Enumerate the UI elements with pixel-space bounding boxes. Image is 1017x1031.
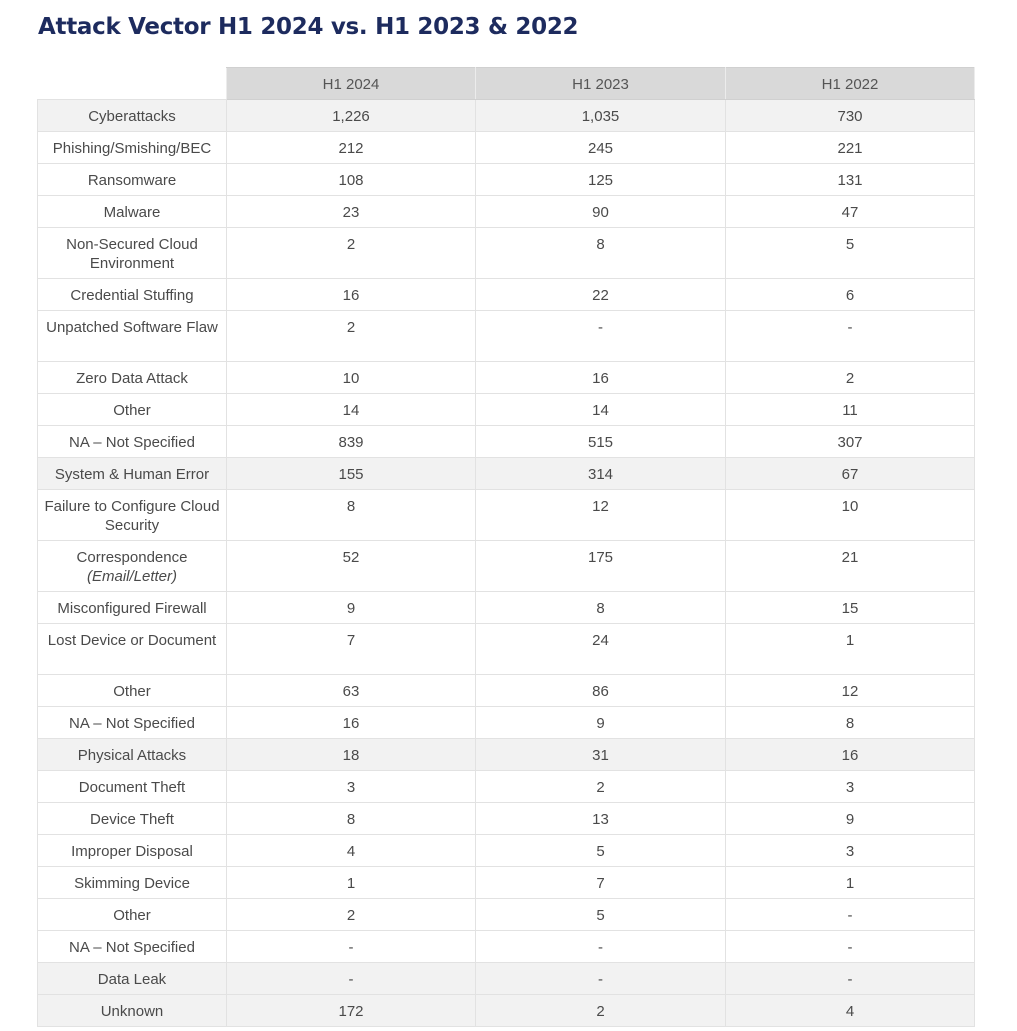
table-row [38, 624, 975, 675]
value-cell: 1 [227, 867, 476, 899]
table-body [38, 100, 975, 1027]
table-row [38, 803, 975, 835]
value-cell: 63 [227, 675, 476, 707]
value-cell: 10 [227, 362, 476, 394]
row-label-cell [38, 963, 227, 995]
value-cell: 16 [227, 707, 476, 739]
row-label-cell [38, 592, 227, 624]
value-cell: - [726, 311, 975, 362]
value-cell: 155 [227, 458, 476, 490]
value-cell: - [476, 963, 726, 995]
value-cell: 7 [476, 867, 726, 899]
value-cell: 47 [726, 196, 975, 228]
table-corner-cell [38, 68, 227, 100]
table-row [38, 899, 975, 931]
row-label: Phishing/Smishing/BEC [52, 140, 212, 157]
table-row [38, 426, 975, 458]
table-row [38, 931, 975, 963]
row-label: Non-Secured Cloud Environment [66, 236, 198, 272]
row-label-cell [38, 835, 227, 867]
value-cell: 4 [726, 995, 975, 1027]
value-cell: 6 [726, 279, 975, 311]
value-cell: 8 [476, 592, 726, 624]
value-cell: 314 [476, 458, 726, 490]
row-label: NA – Not Specified [69, 715, 195, 732]
row-label: Improper Disposal [71, 843, 193, 860]
row-label: Failure to Configure Cloud Security [44, 498, 220, 534]
column-header: H1 2022 [726, 68, 975, 100]
row-label-cell [38, 995, 227, 1027]
row-label-cell [38, 541, 227, 592]
value-cell: 172 [227, 995, 476, 1027]
row-label-cell [38, 362, 227, 394]
table-row [38, 490, 975, 541]
value-cell: 31 [476, 739, 726, 771]
value-cell: 2 [227, 228, 476, 279]
value-cell: 12 [476, 490, 726, 541]
table-row [38, 279, 975, 311]
row-label: Lost Device or Document [47, 632, 217, 649]
row-label-cell [38, 100, 227, 132]
row-label: Zero Data Attack [76, 370, 188, 387]
value-cell: - [726, 931, 975, 963]
value-cell: 21 [726, 541, 975, 592]
value-cell: 67 [726, 458, 975, 490]
value-cell: 108 [227, 164, 476, 196]
value-cell: 8 [726, 707, 975, 739]
category-row [38, 739, 975, 771]
value-cell: 52 [227, 541, 476, 592]
column-header: H1 2023 [476, 68, 726, 100]
value-cell: 1,226 [227, 100, 476, 132]
value-cell: 14 [476, 394, 726, 426]
column-header: H1 2024 [227, 68, 476, 100]
value-cell: 1,035 [476, 100, 726, 132]
value-cell: - [227, 931, 476, 963]
row-label-cell [38, 675, 227, 707]
value-cell: - [227, 963, 476, 995]
row-label-cell [38, 739, 227, 771]
value-cell: 16 [476, 362, 726, 394]
value-cell: 5 [476, 835, 726, 867]
table-row [38, 196, 975, 228]
row-label-cell [38, 394, 227, 426]
value-cell: 3 [227, 771, 476, 803]
row-label-cell [38, 164, 227, 196]
row-label-cell [38, 867, 227, 899]
table-row [38, 362, 975, 394]
value-cell: 12 [726, 675, 975, 707]
value-cell: 2 [227, 311, 476, 362]
value-cell: 23 [227, 196, 476, 228]
value-cell: 515 [476, 426, 726, 458]
value-cell: 839 [227, 426, 476, 458]
row-label-cell [38, 490, 227, 541]
value-cell: 14 [227, 394, 476, 426]
row-label-cell [38, 279, 227, 311]
row-label: Credential Stuffing [70, 287, 194, 304]
value-cell: 8 [227, 490, 476, 541]
row-label-cell [38, 771, 227, 803]
table-row [38, 707, 975, 739]
value-cell: 1 [726, 867, 975, 899]
table-row [38, 675, 975, 707]
value-cell: 730 [726, 100, 975, 132]
value-cell: 15 [726, 592, 975, 624]
row-label: Misconfigured Firewall [57, 600, 207, 617]
value-cell: 22 [476, 279, 726, 311]
row-label-cell [38, 426, 227, 458]
value-cell: 86 [476, 675, 726, 707]
value-cell: 245 [476, 132, 726, 164]
row-label: Unpatched Software Flaw [46, 319, 218, 336]
row-label-cell [38, 624, 227, 675]
value-cell: 2 [227, 899, 476, 931]
table-row [38, 228, 975, 279]
attack-vector-table [37, 67, 975, 1027]
row-label: Correspondence [76, 549, 188, 566]
value-cell: 11 [726, 394, 975, 426]
row-label-cell [38, 132, 227, 164]
value-cell: 1 [726, 624, 975, 675]
row-label: Physical Attacks [77, 747, 187, 764]
row-label: Other [113, 907, 151, 924]
value-cell: 16 [726, 739, 975, 771]
category-row [38, 100, 975, 132]
value-cell: 175 [476, 541, 726, 592]
value-cell: - [726, 899, 975, 931]
row-label-cell [38, 931, 227, 963]
row-label-note: (Email/Letter) [86, 568, 178, 585]
value-cell: 125 [476, 164, 726, 196]
row-label: Document Theft [78, 779, 186, 796]
row-label: Skimming Device [74, 875, 190, 892]
value-cell: 212 [227, 132, 476, 164]
table-row [38, 835, 975, 867]
row-label-cell [38, 707, 227, 739]
row-label-cell [38, 899, 227, 931]
value-cell: 9 [227, 592, 476, 624]
page-title: Attack Vector H1 2024 vs. H1 2023 & 2022 [38, 14, 579, 40]
value-cell: 2 [476, 771, 726, 803]
value-cell: - [726, 963, 975, 995]
row-label-cell [38, 228, 227, 279]
row-label: Other [113, 402, 151, 419]
value-cell: 24 [476, 624, 726, 675]
table-row [38, 311, 975, 362]
table-row [38, 132, 975, 164]
row-label: Ransomware [87, 172, 177, 189]
row-label-cell [38, 803, 227, 835]
value-cell: 8 [476, 228, 726, 279]
row-label-cell [38, 311, 227, 362]
row-label: Device Theft [90, 811, 174, 828]
row-label: Other [113, 683, 151, 700]
value-cell: 221 [726, 132, 975, 164]
row-label-cell [38, 458, 227, 490]
row-label-cell [38, 196, 227, 228]
row-label: Malware [103, 204, 161, 221]
value-cell: 16 [227, 279, 476, 311]
value-cell: 4 [227, 835, 476, 867]
table-row [38, 541, 975, 592]
value-cell: 2 [476, 995, 726, 1027]
value-cell: 9 [726, 803, 975, 835]
value-cell: 5 [726, 228, 975, 279]
row-label: Unknown [100, 1003, 164, 1020]
category-row [38, 963, 975, 995]
value-cell: - [476, 931, 726, 963]
row-label: System & Human Error [54, 466, 210, 483]
value-cell: 307 [726, 426, 975, 458]
row-label: NA – Not Specified [69, 434, 195, 451]
category-row [38, 995, 975, 1027]
row-label: Cyberattacks [88, 108, 176, 125]
table-row [38, 592, 975, 624]
value-cell: 3 [726, 771, 975, 803]
value-cell: 13 [476, 803, 726, 835]
table-row [38, 867, 975, 899]
row-label: Data Leak [97, 971, 167, 988]
value-cell: 10 [726, 490, 975, 541]
table-row [38, 394, 975, 426]
row-label: NA – Not Specified [69, 939, 195, 956]
value-cell: 7 [227, 624, 476, 675]
value-cell: 2 [726, 362, 975, 394]
category-row [38, 458, 975, 490]
value-cell: - [476, 311, 726, 362]
table-row [38, 771, 975, 803]
value-cell: 18 [227, 739, 476, 771]
value-cell: 9 [476, 707, 726, 739]
table-header-row [38, 68, 975, 100]
value-cell: 3 [726, 835, 975, 867]
value-cell: 90 [476, 196, 726, 228]
value-cell: 131 [726, 164, 975, 196]
value-cell: 8 [227, 803, 476, 835]
table-row [38, 164, 975, 196]
value-cell: 5 [476, 899, 726, 931]
